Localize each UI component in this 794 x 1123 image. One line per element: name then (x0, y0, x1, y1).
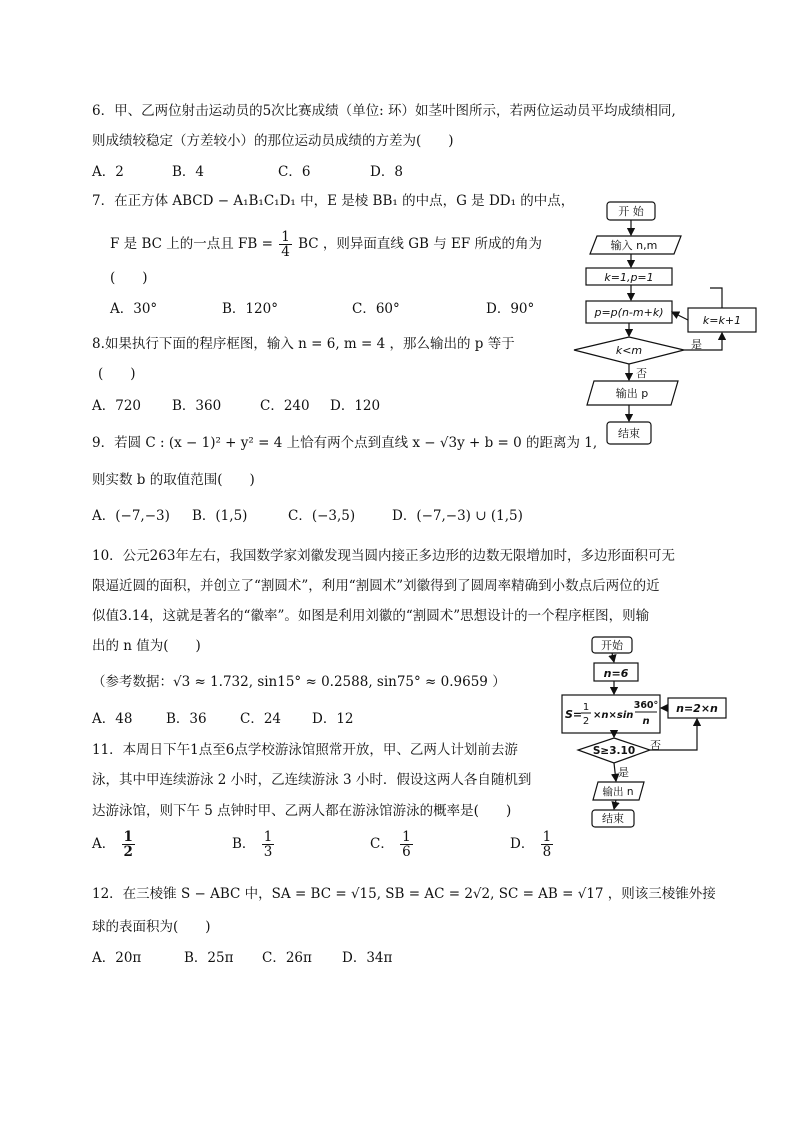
q8-option-a: A．720 (92, 398, 142, 414)
q9-line2: 则实数 b 的取值范围( ) (92, 472, 255, 488)
q9-option-b: B．(1,5) (192, 508, 248, 524)
flow2-start-text: 开始 (601, 639, 623, 652)
q10-option-c: C．24 (240, 711, 282, 727)
q11-option-d-num: 1 (542, 829, 552, 845)
flow2-output-text: 输出 n (602, 786, 634, 798)
flow2-no-text: 否 (650, 739, 661, 752)
q11-option-d-fraction (541, 830, 554, 859)
flowchart-q8 (570, 196, 770, 451)
q9-option-a: A．(−7,−3) (92, 508, 170, 524)
q11-option-d (510, 830, 555, 859)
q6-line1: 6．甲、乙两位射击运动员的5次比赛成绩（单位: 环）如茎叶图所示，若两位运动员平均成绩相同, (92, 103, 676, 119)
flow2-formula-mid: ×n×sin (593, 710, 634, 721)
q11-option-b (232, 830, 276, 859)
q11-option-a-label: A． (92, 836, 116, 852)
q11-line1: 11．本周日下午1点至6点学校游泳馆照常开放，甲、乙两人计划前去游 (92, 742, 518, 758)
flow2-end-text: 结束 (602, 812, 624, 825)
q7-line3: ( ) (110, 270, 148, 286)
q7-line2-end: BC ，则异面直线 GB 与 EF 所成的角为 (298, 236, 543, 252)
q8-option-d: D．120 (330, 398, 381, 414)
q7-option-c: C．60° (352, 301, 400, 317)
flow2-yes-text: 是 (618, 766, 629, 779)
flow2-init-text: n=6 (603, 667, 629, 680)
q11-option-d-label: D． (510, 836, 535, 852)
q7-option-d: D．90° (486, 301, 535, 317)
flow2-formula-angle-den: n (642, 716, 650, 727)
q7-line2 (110, 230, 542, 259)
q10-option-d: D．12 (312, 711, 354, 727)
q12-option-d: D．34π (342, 950, 393, 966)
flow1-start-text: 开 始 (618, 205, 644, 218)
q12-option-c: C．26π (262, 950, 312, 966)
flowchart-q10-svg (558, 632, 738, 832)
q10-line3: 似值3.14，这就是著名的“徽率”。如图是利用刘徽的“割圆术”思想设计的一个程序框图，则输 (92, 608, 650, 624)
flowchart-q8-svg (570, 196, 770, 451)
q11-option-c-label: C． (370, 836, 394, 852)
q7-line1: 7．在正方体 ABCD − A₁B₁C₁D₁ 中，E 是棱 BB₁ 的中点，G 是 DD₁ 的中点， (92, 193, 575, 209)
flow1-update-text: p=p(n-m+k) (594, 306, 664, 319)
q11-option-b-den: 3 (263, 844, 273, 860)
flow1-init-text: k=1,p=1 (604, 271, 654, 284)
q8-line2: ( ) (98, 366, 136, 382)
q12-line1: 12．在三棱锥 S − ABC 中，SA = BC = √15, SB = AC = 2√2, SC = AB = √17 ，则该三棱锥外接 (92, 886, 716, 902)
q10-line5: （参考数据：√3 ≈ 1.732, sin15° ≈ 0.2588, sin75° ≈ 0.9659 ） (92, 674, 506, 690)
q10-line4: 出的 n 值为( ) (92, 638, 201, 654)
q10-option-b: B．36 (166, 711, 207, 727)
q8-option-b: B．360 (172, 398, 222, 414)
q11-option-a-num: 1 (123, 829, 133, 845)
q8-line1: 8.如果执行下面的程序框图，输入 n = 6, m = 4 ，那么输出的 p 等于 (92, 336, 515, 352)
flow2-formula-angle-num: 360° (633, 700, 659, 711)
q12-option-a: A．20π (92, 950, 142, 966)
q11-option-b-num: 1 (263, 829, 273, 845)
flow2-update-text: n=2×n (676, 702, 718, 715)
flow2-formula-s: S= (565, 708, 583, 721)
q9-option-c: C．(−3,5) (288, 508, 356, 524)
flow2-cond-text: S≥3.10 (592, 745, 636, 757)
q10-option-a: A．48 (92, 711, 133, 727)
q9-line1: 9．若圆 C : (x − 1)² + y² = 4 上恰有两个点到直线 x − √3y + b = 0 的距离为 1, (92, 435, 598, 451)
q8-option-c: C．240 (260, 398, 310, 414)
q7-fraction (279, 230, 292, 259)
flowchart-q10 (558, 632, 738, 832)
q6-option-c: C．6 (278, 164, 311, 180)
q6-option-d: D．8 (370, 164, 403, 180)
q6-line2: 则成绩较稳定（方差较小）的那位运动员成绩的方差为( ) (92, 133, 454, 149)
q11-line3: 达游泳馆，则下午 5 点钟时甲、乙两人都在游泳馆游泳的概率是( ) (92, 803, 512, 819)
q11-option-c-num: 1 (402, 829, 411, 845)
q11-option-b-fraction (262, 830, 275, 859)
q11-option-c-den: 6 (402, 844, 411, 860)
q11-option-d-den: 8 (542, 844, 552, 860)
flow1-yes-text: 是 (691, 338, 702, 351)
q11-option-c (370, 830, 415, 859)
flow1-end-text: 结束 (618, 427, 640, 440)
q6-option-b: B．4 (172, 164, 205, 180)
flow1-no-text: 否 (636, 367, 647, 380)
q12-line2: 球的表面积为( ) (92, 919, 211, 935)
q10-line1: 10．公元263年左右，我国数学家刘徽发现当圆内接正多边形的边数无限增加时，多边形面积可无 (92, 548, 675, 564)
q7-fraction-den: 4 (281, 244, 290, 260)
q11-option-a-den: 2 (123, 844, 133, 860)
q11-option-a-fraction (122, 830, 135, 859)
q11-option-c-fraction (400, 830, 413, 859)
flow2-formula-den: 2 (582, 716, 590, 727)
q9-option-d: D．(−7,−3) ∪ (1,5) (392, 508, 523, 524)
flow1-inc-text: k=k+1 (702, 314, 742, 327)
flow1-output-text: 输出 p (615, 387, 649, 400)
flow1-cond-text: k<m (615, 344, 643, 357)
q11-option-b-label: B． (232, 836, 256, 852)
q7-line2-start: F 是 BC 上的一点且 FB = (110, 236, 273, 252)
flow1-input-text: 输入 n,m (610, 239, 658, 252)
q7-fraction-num: 1 (281, 229, 290, 245)
q7-option-b: B．120° (222, 301, 278, 317)
q11-option-a (92, 830, 137, 859)
flow2-formula-num: 1 (582, 702, 590, 713)
q11-line2: 泳，其中甲连续游泳 2 小时，乙连续游泳 3 小时．假设这两人各自随机到 (92, 772, 532, 788)
q7-option-a: A．30° (110, 301, 158, 317)
q10-line2: 限逼近圆的面积，并创立了“割圆术”，利用“割圆术”刘徽得到了圆周率精确到小数点后两位的近 (92, 578, 660, 594)
q6-option-a: A．2 (92, 164, 124, 180)
q12-option-b: B．25π (184, 950, 234, 966)
